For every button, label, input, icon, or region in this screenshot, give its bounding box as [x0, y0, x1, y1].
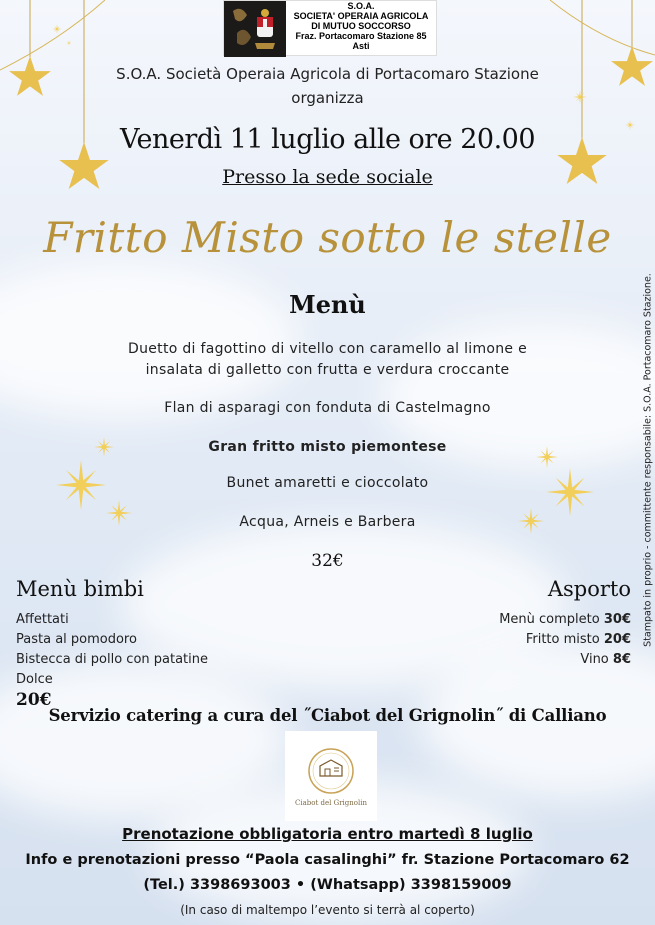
menu-course-line: insalata di galletto con frutta e verdura croccante — [145, 362, 510, 378]
kids-menu-item: Affettati — [16, 612, 69, 627]
booking-deadline: Prenotazione obbligatoria entro martedì 8 luglio — [122, 825, 533, 843]
soa-emblem-icon — [224, 1, 286, 57]
logo-line: SOCIETA' OPERAIA AGRICOLA — [293, 11, 429, 21]
soa-logo — [223, 0, 437, 56]
event-place: Presso la sede sociale — [222, 166, 433, 188]
organizer-text — [0, 62, 655, 110]
catering-logo — [285, 731, 377, 821]
logo-line: Fraz. Portacomaro Stazione 85 — [295, 31, 427, 41]
kids-menu-heading: Menù bimbi — [16, 577, 144, 601]
event-title: Fritto Misto sotto le stelle — [43, 213, 612, 262]
menu-course-main: Gran fritto misto piemontese — [208, 439, 447, 455]
organizer-name: S.O.A. Società Operaia Agricola di Portacomaro Stazione — [116, 65, 539, 83]
logo-line: Asti — [352, 41, 370, 51]
kids-menu-list — [16, 610, 208, 690]
takeaway-item — [499, 630, 631, 650]
menu-course — [0, 339, 655, 381]
takeaway-item — [499, 610, 631, 630]
takeaway-heading: Asporto — [547, 577, 631, 601]
logo-line: DI MUTUO SOCCORSO — [311, 21, 411, 31]
logo-line: S.O.A. — [347, 1, 375, 11]
menu-price: 32€ — [311, 551, 344, 571]
kids-menu-item: Dolce — [16, 672, 53, 687]
takeaway-item-label: Fritto misto — [525, 632, 600, 647]
menu-heading: Menù — [289, 290, 366, 319]
takeaway-item-price: 30€ — [603, 612, 631, 627]
ciabot-logo-icon — [306, 746, 356, 796]
takeaway-item-price: 20€ — [603, 632, 631, 647]
catering-text: Servizio catering a cura del ˝Ciabot del Grignolin˝ di Calliano — [48, 706, 607, 725]
soa-logo-text — [286, 1, 436, 55]
menu-course: Acqua, Arneis e Barbera — [239, 514, 416, 530]
kids-menu-item: Pasta al pomodoro — [16, 632, 137, 647]
takeaway-item — [499, 650, 631, 670]
menu-course-line: Duetto di fagottino di vitello con caramello al limone e — [128, 341, 527, 357]
takeaway-list — [499, 610, 631, 670]
takeaway-item-label: Menù completo — [499, 612, 600, 627]
booking-phones: (Tel.) 3398693003 • (Whatsapp) 3398159009 — [143, 877, 512, 893]
kids-menu-price: 20€ — [16, 690, 52, 710]
event-date-time: Venerdì 11 luglio alle ore 20.00 — [119, 124, 536, 155]
catering-logo-name: Ciabot del Grignolin — [295, 798, 367, 807]
booking-info: Info e prenotazioni presso “Paola casalinghi” fr. Stazione Portacomaro 62 — [25, 852, 630, 868]
takeaway-item-label: Vino — [580, 652, 609, 667]
organizer-verb: organizza — [291, 89, 364, 107]
menu-course: Flan di asparagi con fonduta di Castelmagno — [164, 400, 491, 416]
printing-side-note-text: Stampato in proprio - committente responsabile: S.O.A. Portacomaro Stazione. — [642, 273, 654, 647]
menu-course: Bunet amaretti e cioccolato — [226, 475, 429, 491]
weather-note: (In caso di maltempo l’evento si terrà al coperto) — [180, 903, 475, 917]
kids-menu-item: Bistecca di pollo con patatine — [16, 652, 209, 667]
takeaway-item-price: 8€ — [612, 652, 631, 667]
